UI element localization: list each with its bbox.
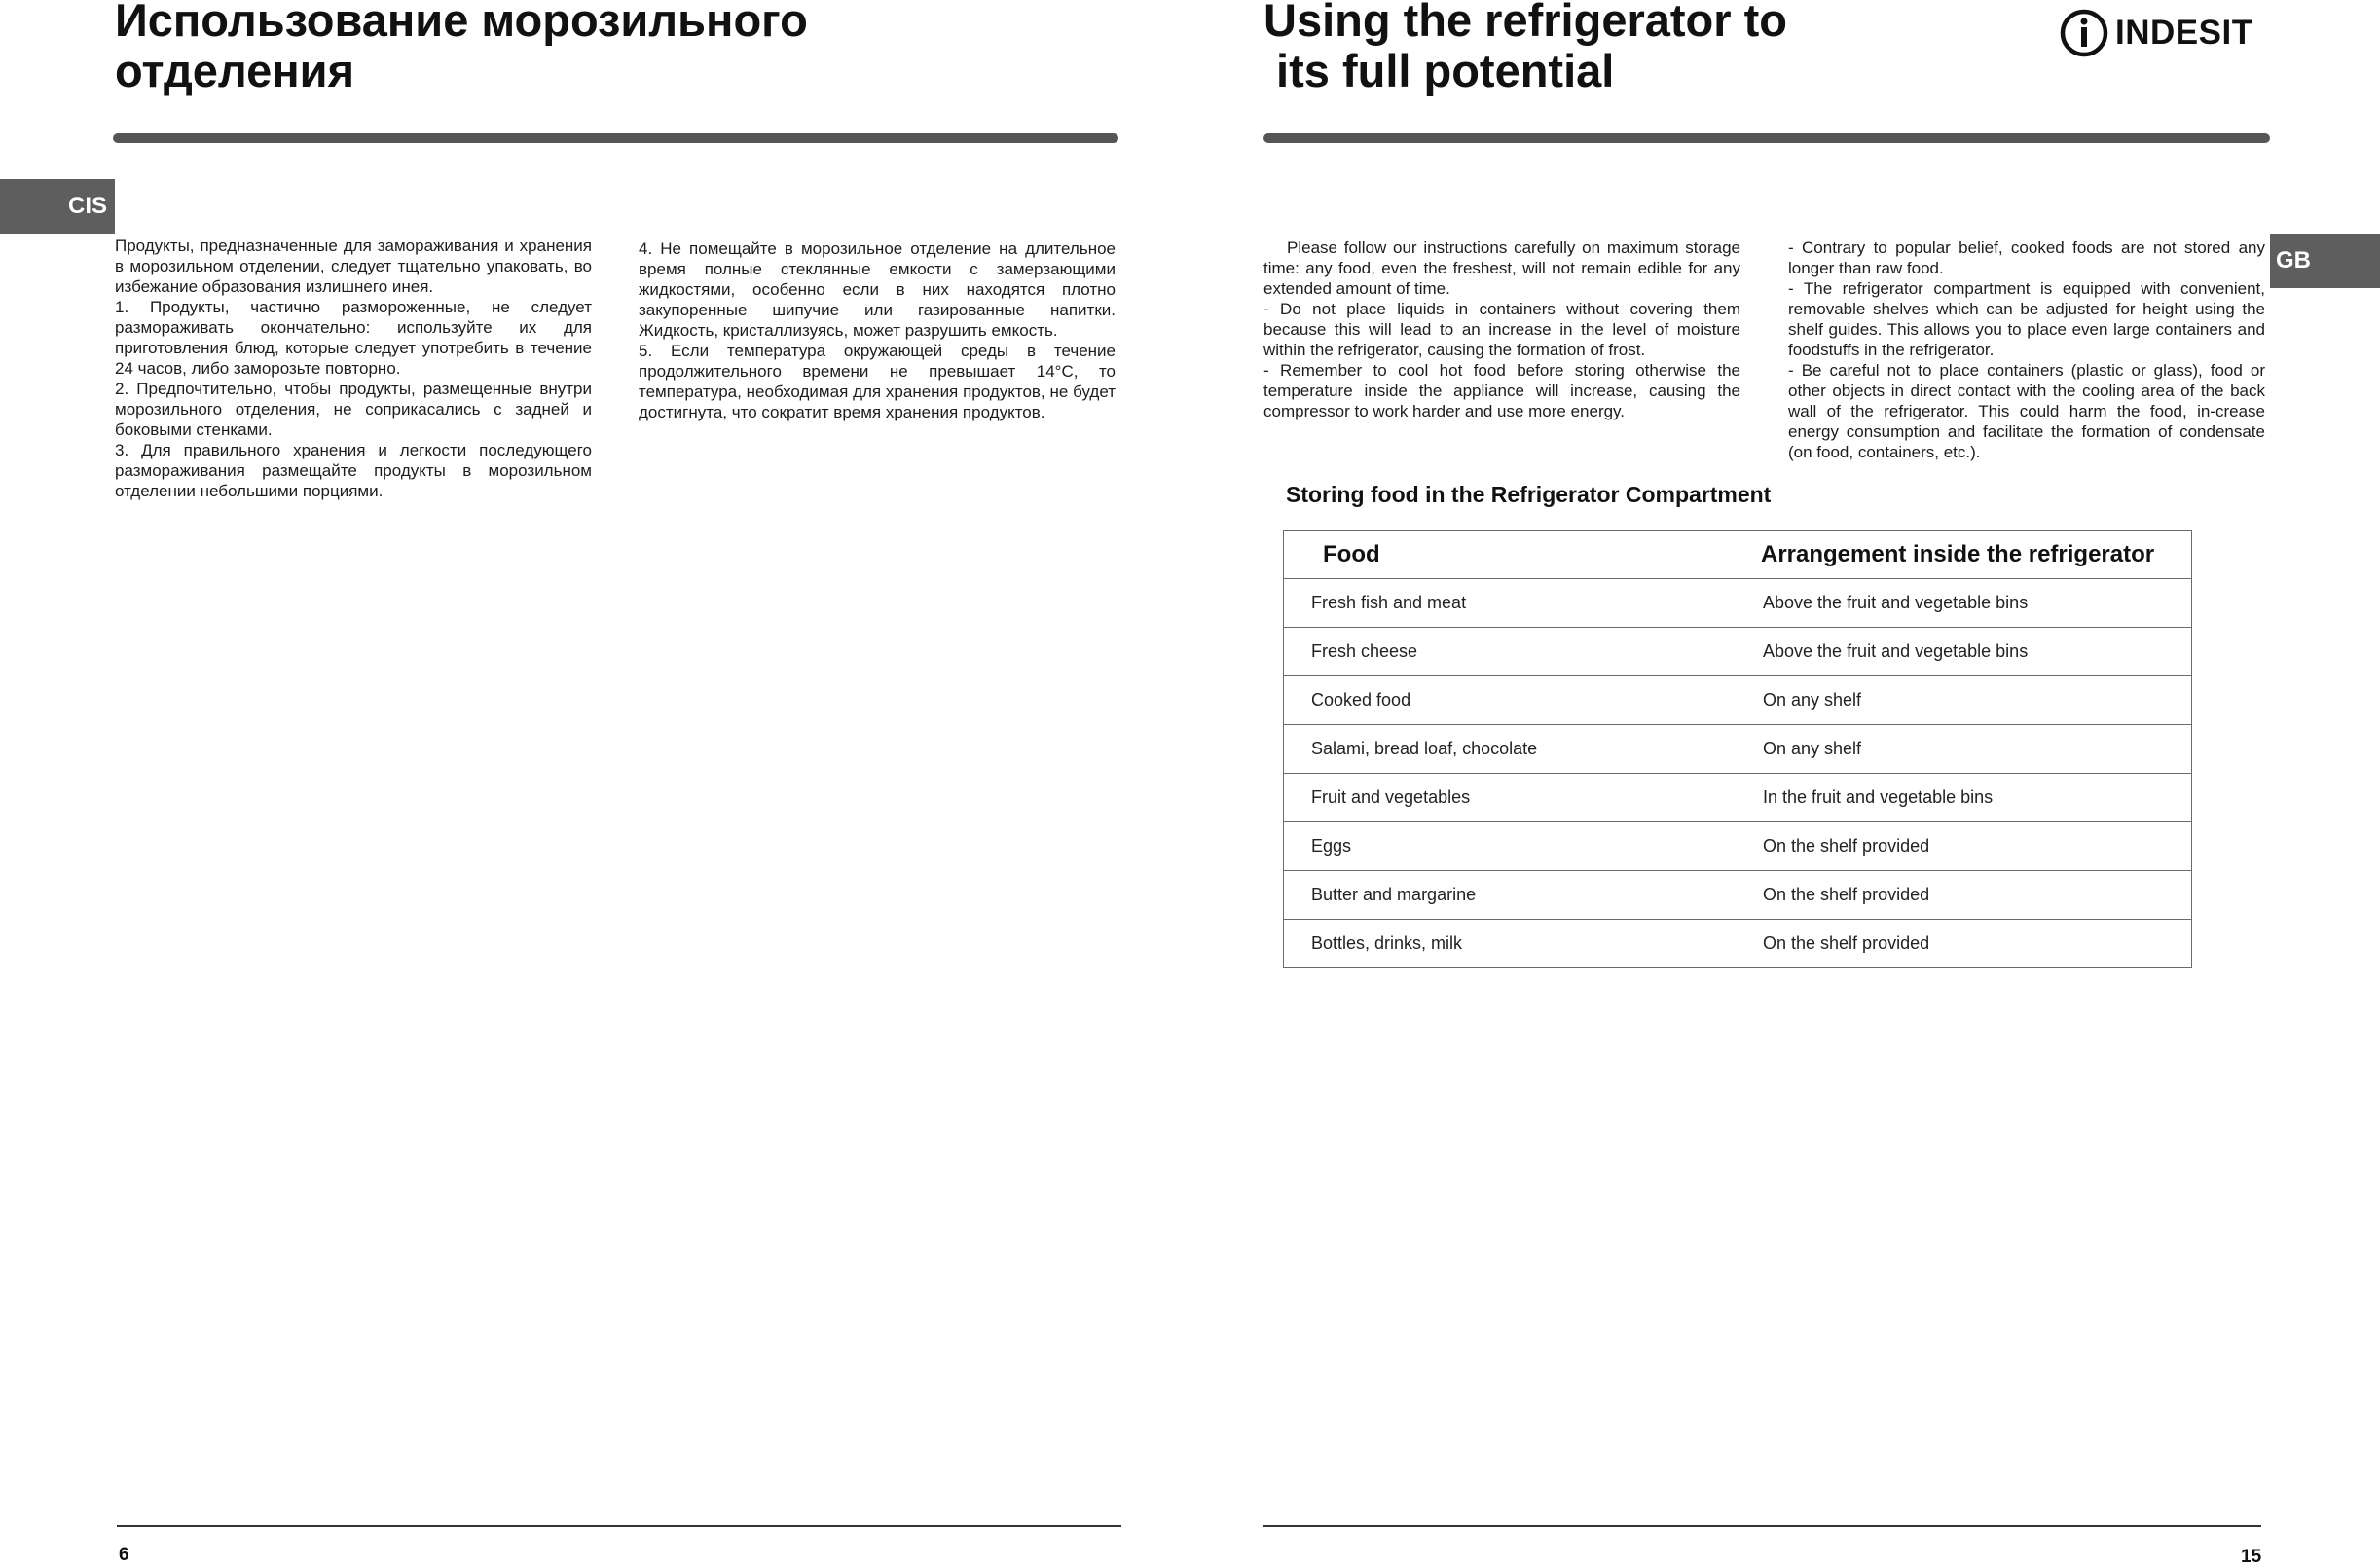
table-cell-food: Salami, bread loaf, chocolate xyxy=(1284,725,1739,774)
section-title: Storing food in the Refrigerator Compartment xyxy=(1286,482,1772,507)
left-col2-para: 5. Если температура окружающей среды в течение продолжительного времени не превышает 14°C, то температура, необходимая для хранения продуктов, не будет достигнута, что сократит время хранения продуктов. xyxy=(639,342,1116,421)
right-col2-para: - The refrigerator compartment is equipped with convenient, removable shelves which can be adjusted for height using the shelf guides. This allows you to place even large containers and foodstuffs in the refrigerator. xyxy=(1788,279,2265,359)
table-row xyxy=(1284,628,2192,676)
right-title-line1: Using the refrigerator to xyxy=(1263,0,1787,46)
left-page-number: 6 xyxy=(119,1545,129,1565)
table-cell-arrangement: In the fruit and vegetable bins xyxy=(1739,774,2192,822)
left-title-line1: Использование морозильного xyxy=(115,0,808,46)
lang-tab-cis xyxy=(0,179,115,234)
table-row xyxy=(1284,579,2192,628)
table-cell-arrangement: On the shelf provided xyxy=(1739,920,2192,968)
table-cell-food: Bottles, drinks, milk xyxy=(1284,920,1739,968)
right-page-title xyxy=(1263,0,1787,96)
table-header-row xyxy=(1284,531,2192,579)
left-footer-line xyxy=(117,1525,1121,1527)
table-cell-food: Cooked food xyxy=(1284,676,1739,725)
table-cell-arrangement: On any shelf xyxy=(1739,676,2192,725)
right-col1-para: - Do not place liquids in containers without covering them because this will lead to an increase in the level of moisture within the refrigerator, causing the formation of frost. xyxy=(1263,300,1740,359)
table-header-arrangement: Arrangement inside the refrigerator xyxy=(1739,531,2192,579)
table-cell-food: Fresh fish and meat xyxy=(1284,579,1739,628)
table-cell-arrangement: Above the fruit and vegetable bins xyxy=(1739,579,2192,628)
left-col1-para: 2. Предпочтительно, чтобы продукты, размещенные внутри морозильного отделения, не соприкасались с задней и боковыми стенками. xyxy=(115,380,592,439)
lang-tab-cis-label: CIS xyxy=(67,193,107,219)
table-cell-arrangement: Above the fruit and vegetable bins xyxy=(1739,628,2192,676)
table-row xyxy=(1284,676,2192,725)
right-col2-para: - Contrary to popular belief, cooked foods are not stored any longer than raw food. xyxy=(1788,238,2265,277)
lang-tab-gb xyxy=(2270,234,2380,288)
left-title-line2: отделения xyxy=(115,45,354,96)
right-title-line2: its full potential xyxy=(1263,45,1615,96)
table-row xyxy=(1284,871,2192,920)
left-col2-para: 4. Не помещайте в морозильное отделение на длительное время полные стеклянные емкости с замерзающими жидкостями, особенно если в них находятся плотно закупоренные шипучие или газированные напитки. Жидкость, кристаллизуясь, может разрушить емкость. xyxy=(639,239,1116,340)
table-cell-arrangement: On the shelf provided xyxy=(1739,871,2192,920)
food-storage-table xyxy=(1283,530,2192,968)
table-row xyxy=(1284,774,2192,822)
left-col1-para: 3. Для правильного хранения и легкости последующего размораживания размещайте продукты в морозильном отделении небольшими порциями. xyxy=(115,441,592,500)
right-column-2 xyxy=(1788,237,2265,462)
right-column-1 xyxy=(1263,237,1740,421)
table-cell-food: Fresh cheese xyxy=(1284,628,1739,676)
left-col1-para: 1. Продукты, частично размороженные, не следует размораживать окончательно: используйте их для приготовления блюд, которые следует употребить в течение 24 часов, либо заморозьте повторно. xyxy=(115,298,592,378)
right-col1-para: - Remember to cool hot food before storing otherwise the temperature inside the appliance will increase, causing the compressor to work harder and use more energy. xyxy=(1263,361,1740,420)
indesit-logo xyxy=(2059,8,2253,58)
indesit-logo-text: INDESIT xyxy=(2115,14,2253,52)
table-cell-arrangement: On the shelf provided xyxy=(1739,822,2192,871)
left-column-2 xyxy=(639,238,1116,422)
table-cell-food: Butter and margarine xyxy=(1284,871,1739,920)
left-column-1 xyxy=(115,236,592,501)
left-page-title xyxy=(115,0,808,96)
lang-tab-gb-label: GB xyxy=(2276,247,2311,273)
table-cell-food: Fruit and vegetables xyxy=(1284,774,1739,822)
left-col1-para: Продукты, предназначенные для замораживания и хранения в морозильном отделении, следует тщательно упаковать, во избежание образования излишнего инея. xyxy=(115,237,592,296)
left-title-rule xyxy=(113,133,1118,143)
table-cell-food: Eggs xyxy=(1284,822,1739,871)
right-col1-para: Please follow our instructions carefully on maximum storage time: any food, even the freshest, will not remain edible for any extended amount of time. xyxy=(1263,238,1740,298)
table-row xyxy=(1284,725,2192,774)
indesit-logo-icon xyxy=(2059,8,2109,58)
table-row xyxy=(1284,822,2192,871)
table-row xyxy=(1284,920,2192,968)
right-col2-para: - Be careful not to place containers (plastic or glass), food or other objects in direct contact with the cooling area of the back wall of the refrigerator. This could harm the food, in-crease energy consumption and facilitate the formation of condensate (on food, containers, etc.). xyxy=(1788,361,2265,461)
right-page-number: 15 xyxy=(2241,1547,2262,1567)
table-header-food: Food xyxy=(1284,531,1739,579)
right-footer-line xyxy=(1263,1525,2261,1527)
table-cell-arrangement: On any shelf xyxy=(1739,725,2192,774)
right-title-rule xyxy=(1263,133,2270,143)
